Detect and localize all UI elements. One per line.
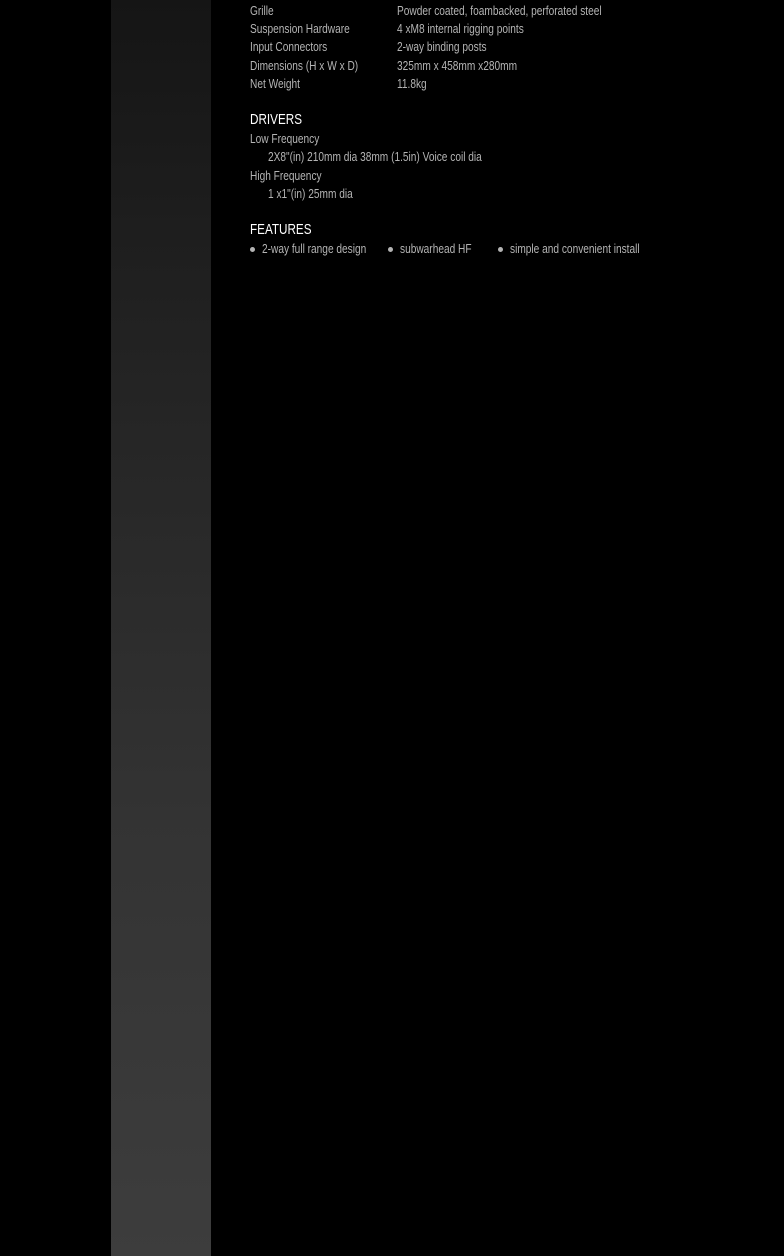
- driver-value-high-frequency: [268, 185, 377, 203]
- spec-label: Input Connectors: [250, 39, 328, 54]
- bullet-icon: [388, 247, 393, 252]
- spec-value: 325mm x 458mm x280mm: [397, 58, 518, 73]
- spec-value: 11.8kg: [397, 76, 427, 91]
- spec-value: Powder coated, foambacked, perforated steel: [397, 3, 602, 18]
- driver-value-low-frequency: [268, 148, 542, 166]
- spec-value: 4 xM8 internal rigging points: [397, 21, 524, 36]
- driver-value-text: 2X8"(in) 210mm dia 38mm (1.5in) Voice coil dia: [268, 149, 482, 164]
- driver-label-high-frequency: [250, 167, 342, 185]
- driver-value-text: 1 x1"(in) 25mm dia: [268, 186, 353, 201]
- sidebar-gradient-strip: [111, 0, 211, 1256]
- driver-label-text: High Frequency: [250, 168, 322, 183]
- spec-label: Net Weight: [250, 76, 300, 91]
- drivers-heading: [250, 111, 317, 129]
- spec-row-grille: [250, 2, 770, 20]
- features-heading-text: FEATURES: [250, 221, 312, 238]
- drivers-heading-text: DRIVERS: [250, 111, 303, 128]
- feature-text: subwarhead HF: [400, 241, 472, 256]
- spec-row-net-weight: [250, 75, 770, 93]
- spec-row-dimensions: [250, 57, 770, 75]
- driver-label-text: Low Frequency: [250, 131, 320, 146]
- feature-text: simple and convenient install: [510, 241, 640, 256]
- bullet-icon: [250, 247, 255, 252]
- feature-text: 2-way full range design: [262, 241, 367, 256]
- spec-row-suspension-hardware: [250, 20, 770, 38]
- bullet-icon: [498, 247, 503, 252]
- spec-row-input-connectors: [250, 38, 770, 56]
- driver-label-low-frequency: [250, 130, 339, 148]
- spec-label: Grille: [250, 3, 274, 18]
- spec-label: Suspension Hardware: [250, 21, 350, 36]
- spec-value: 2-way binding posts: [397, 39, 487, 54]
- features-heading: [250, 221, 329, 239]
- spec-label: Dimensions (H x W x D): [250, 58, 359, 73]
